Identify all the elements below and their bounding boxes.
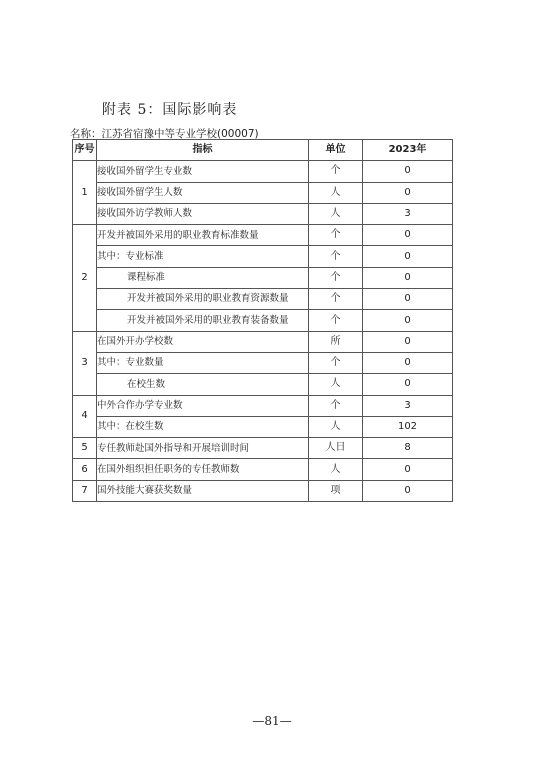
school-name-label: 名称：江苏省宿豫中等专业学校(00007) xyxy=(70,128,259,140)
page-number: —81— xyxy=(252,714,292,728)
unit-cell: 个 xyxy=(309,289,363,310)
indicator-cell: 课程标准 xyxy=(97,267,309,288)
unit-cell: 个 xyxy=(309,352,363,373)
table-row xyxy=(73,374,453,395)
value-cell: 0 xyxy=(363,289,453,310)
indicator-cell: 专任教师赴国外指导和开展培训时间 xyxy=(97,438,309,459)
value-cell: 0 xyxy=(363,246,453,267)
indicator-cell: 在国外开办学校数 xyxy=(97,331,309,352)
header-indicator: 指标 xyxy=(97,140,309,161)
table-row xyxy=(73,267,453,288)
table-row xyxy=(73,459,453,480)
unit-cell: 人 xyxy=(309,374,363,395)
row-seq-number: 5 xyxy=(73,438,97,459)
table-row xyxy=(73,203,453,224)
unit-cell: 个 xyxy=(309,267,363,288)
indicator-cell: 开发并被国外采用的职业教育装备数量 xyxy=(97,310,309,331)
unit-cell: 人 xyxy=(309,416,363,437)
indicator-cell: 接收国外留学生人数 xyxy=(97,182,309,203)
row-seq-number: 3 xyxy=(73,331,97,395)
indicator-cell: 接收国外访学教师人数 xyxy=(97,203,309,224)
value-cell: 8 xyxy=(363,438,453,459)
value-cell: 0 xyxy=(363,161,453,182)
table-row xyxy=(73,438,453,459)
table-row xyxy=(73,182,453,203)
row-seq-number: 2 xyxy=(73,225,97,331)
value-cell: 0 xyxy=(363,331,453,352)
table-row xyxy=(73,225,453,246)
table-row xyxy=(73,161,453,182)
indicator-cell: 开发并被国外采用的职业教育标准数量 xyxy=(97,225,309,246)
unit-cell: 人日 xyxy=(309,438,363,459)
table-row xyxy=(73,331,453,352)
unit-cell: 个 xyxy=(309,161,363,182)
header-unit: 单位 xyxy=(309,140,363,161)
unit-cell: 人 xyxy=(309,459,363,480)
unit-cell: 项 xyxy=(309,480,363,501)
value-cell: 0 xyxy=(363,459,453,480)
table-row xyxy=(73,416,453,437)
unit-cell: 个 xyxy=(309,225,363,246)
value-cell: 0 xyxy=(363,267,453,288)
table-row xyxy=(73,352,453,373)
indicator-cell: 其中：在校生数 xyxy=(97,416,309,437)
header-year: 2023年 xyxy=(363,140,453,161)
unit-cell: 所 xyxy=(309,331,363,352)
unit-cell: 个 xyxy=(309,246,363,267)
table-body xyxy=(73,161,453,502)
table-row xyxy=(73,289,453,310)
value-cell: 0 xyxy=(363,310,453,331)
international-influence-table xyxy=(72,139,453,502)
value-cell: 0 xyxy=(363,225,453,246)
value-cell: 0 xyxy=(363,480,453,501)
unit-cell: 人 xyxy=(309,203,363,224)
table-row xyxy=(73,395,453,416)
header-seq: 序号 xyxy=(73,140,97,161)
table-row xyxy=(73,246,453,267)
unit-cell: 个 xyxy=(309,310,363,331)
indicator-cell: 国外技能大赛获奖数量 xyxy=(97,480,309,501)
indicator-cell: 其中：专业标准 xyxy=(97,246,309,267)
table-row xyxy=(73,480,453,501)
indicator-cell: 接收国外留学生专业数 xyxy=(97,161,309,182)
table-row xyxy=(73,310,453,331)
value-cell: 0 xyxy=(363,374,453,395)
value-cell: 0 xyxy=(363,352,453,373)
page-title: 附表 5：国际影响表 xyxy=(102,102,238,118)
value-cell: 3 xyxy=(363,203,453,224)
value-cell: 102 xyxy=(363,416,453,437)
indicator-cell: 开发并被国外采用的职业教育资源数量 xyxy=(97,289,309,310)
row-seq-number: 7 xyxy=(73,480,97,501)
unit-cell: 个 xyxy=(309,395,363,416)
indicator-cell: 中外合作办学专业数 xyxy=(97,395,309,416)
indicator-cell: 其中：专业数量 xyxy=(97,352,309,373)
value-cell: 3 xyxy=(363,395,453,416)
unit-cell: 人 xyxy=(309,182,363,203)
value-cell: 0 xyxy=(363,182,453,203)
indicator-cell: 在国外组织担任职务的专任教师数 xyxy=(97,459,309,480)
row-seq-number: 1 xyxy=(73,161,97,225)
table-header-row xyxy=(73,140,453,161)
indicator-cell: 在校生数 xyxy=(97,374,309,395)
row-seq-number: 4 xyxy=(73,395,97,438)
row-seq-number: 6 xyxy=(73,459,97,480)
